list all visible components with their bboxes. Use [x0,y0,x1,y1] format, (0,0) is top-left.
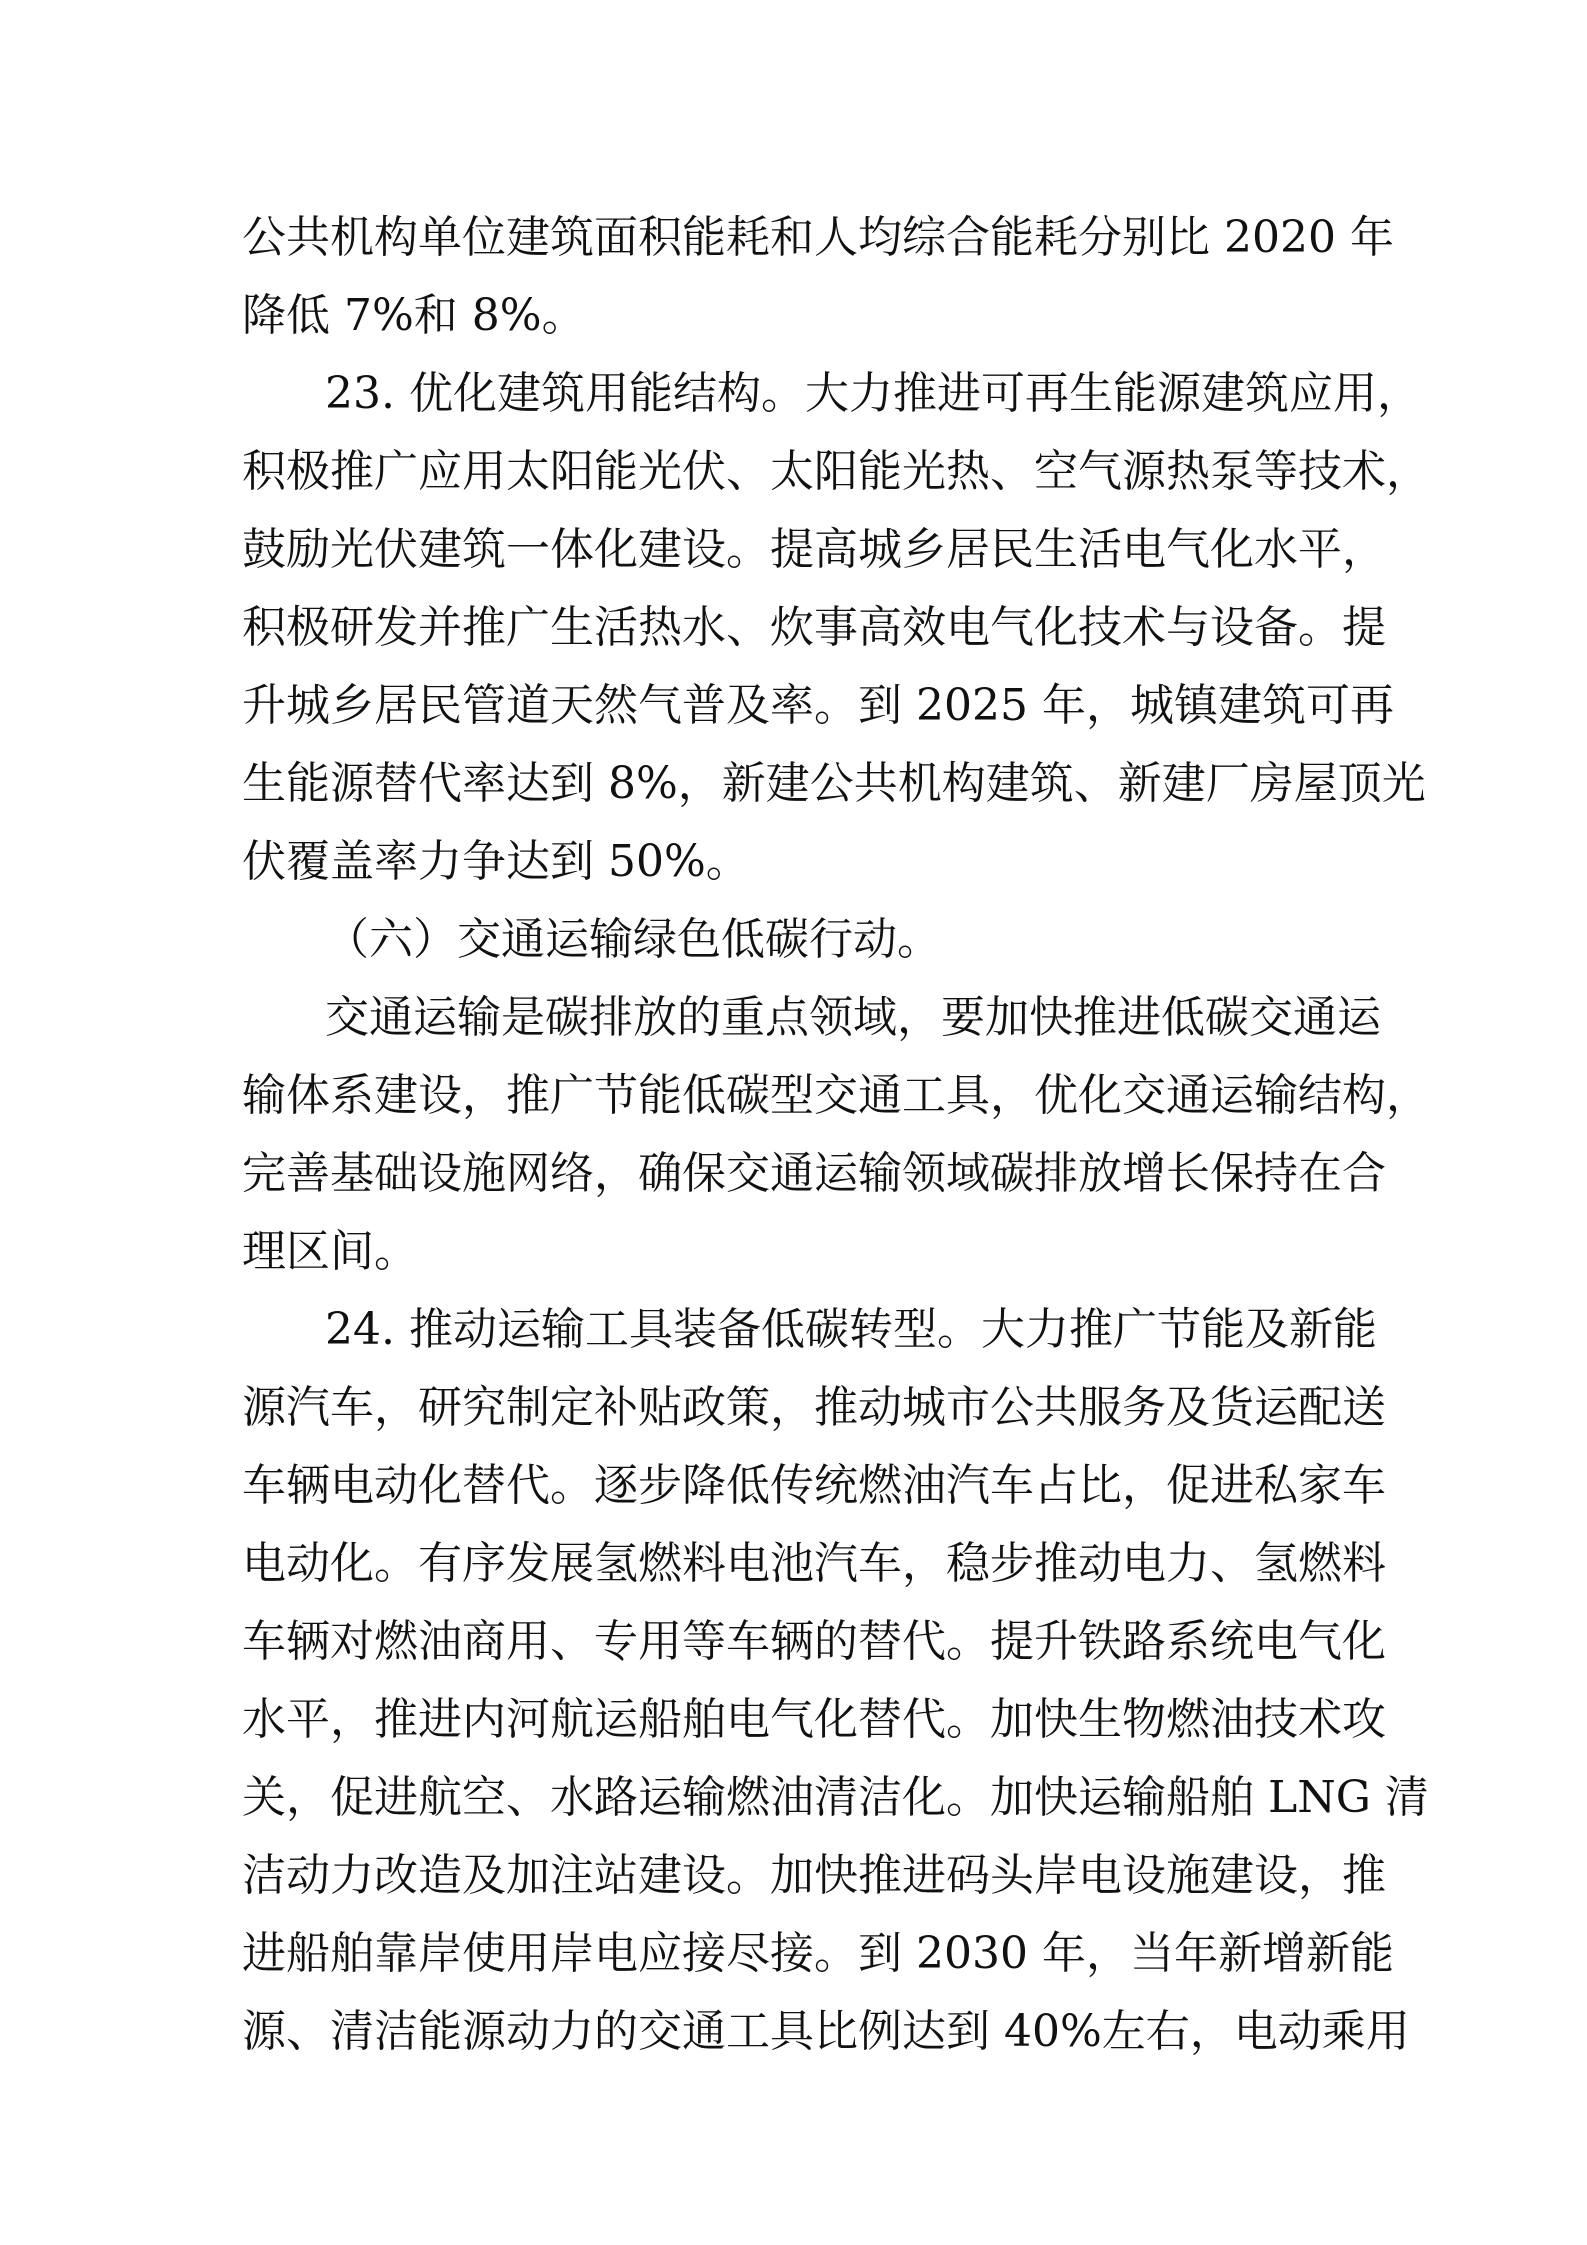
transport-intro-line-1: 交通运输是碳排放的重点领域，要加快推进低碳交通运 [325,992,1381,1043]
transport-intro-line-4: 理区间。 [242,1226,418,1277]
paragraph-24-line-8: 洁动力改造及加注站建设。加快推进码头岸电设施建设，推 [242,1850,1386,1901]
paragraph-24-line-1: 24. 推动运输工具装备低碳转型。大力推广节能及新能 [325,1304,1377,1355]
paragraph-23-line-2: 积极推广应用太阳能光伏、太阳能光热、空气源热泵等技术， [242,446,1430,497]
body-line-1: 公共机构单位建筑面积能耗和人均综合能耗分别比 2020 年 [242,212,1394,263]
paragraph-24-line-9: 进船舶靠岸使用岸电应接尽接。到 2030 年，当年新增新能 [242,1928,1394,1979]
paragraph-24-line-4: 电动化。有序发展氢燃料电池汽车，稳步推动电力、氢燃料 [242,1538,1386,1589]
paragraph-24-line-2: 源汽车，研究制定补贴政策，推动城市公共服务及货运配送 [242,1382,1386,1433]
paragraph-23-line-6: 生能源替代率达到 8%，新建公共机构建筑、新建厂房屋顶光 [242,758,1426,809]
paragraph-23-line-1: 23. 优化建筑用能结构。大力推进可再生能源建筑应用， [325,368,1421,419]
paragraph-24-line-6: 水平，推进内河航运船舶电气化替代。加快生物燃油技术攻 [242,1694,1386,1745]
transport-intro-line-3: 完善基础设施网络，确保交通运输领域碳排放增长保持在合 [242,1148,1386,1199]
body-line-2: 降低 7%和 8%。 [242,290,586,341]
paragraph-23-line-3: 鼓励光伏建筑一体化建设。提高城乡居民生活电气化水平， [242,524,1386,575]
paragraph-24-line-10: 源、清洁能源动力的交通工具比例达到 40%左右，电动乘用 [242,2006,1410,2057]
paragraph-23-line-4: 积极研发并推广生活热水、炊事高效电气化技术与设备。提 [242,602,1386,653]
section-heading-six: （六）交通运输绿色低碳行动。 [325,914,941,965]
paragraph-24-line-5: 车辆对燃油商用、专用等车辆的替代。提升铁路系统电气化 [242,1616,1386,1667]
paragraph-24-line-3: 车辆电动化替代。逐步降低传统燃油汽车占比，促进私家车 [242,1460,1386,1511]
paragraph-23-line-7: 伏覆盖率力争达到 50%。 [242,836,750,887]
paragraph-23-line-5: 升城乡居民管道天然气普及率。到 2025 年，城镇建筑可再 [242,680,1394,731]
paragraph-24-line-7: 关，促进航空、水路运输燃油清洁化。加快运输船舶 LNG 清 [242,1772,1429,1823]
transport-intro-line-2: 输体系建设，推广节能低碳型交通工具，优化交通运输结构， [242,1070,1430,1121]
